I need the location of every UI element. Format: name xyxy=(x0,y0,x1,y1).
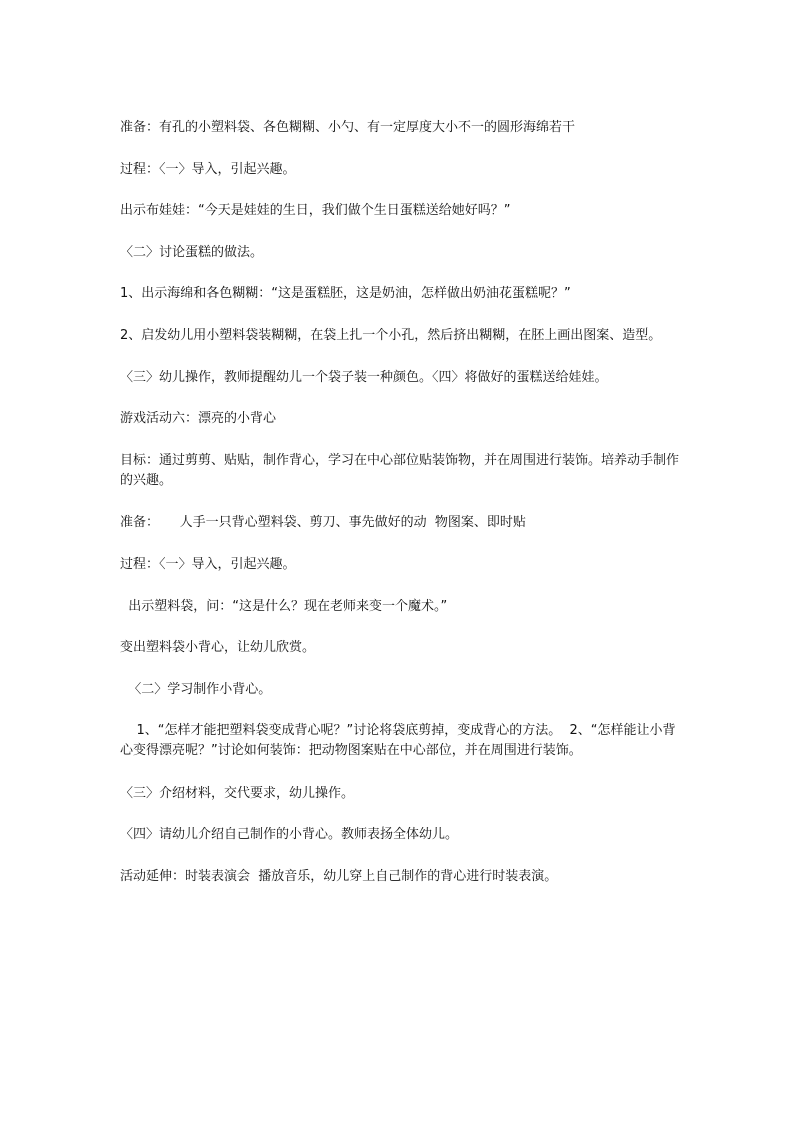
paragraph-learn-vest: 〈二〉学习制作小背心。 xyxy=(120,682,272,697)
paragraph-preparation: 准备：有孔的小塑料袋、各色糊糊、小勺、有一定厚度大小不一的圆形海绵若干 xyxy=(120,120,576,135)
paragraph-show-doll: 出示布娃娃：“今天是娃娃的生日，我们做个生日蛋糕送给她好吗？” xyxy=(120,203,511,218)
paragraph-show-bag: 出示塑料袋，问：“这是什么？现在老师来变一个魔术。” xyxy=(120,599,448,614)
paragraph-goal: 目标：通过剪剪、贴贴，制作背心，学习在中心部位贴装饰物，并在周围进行装饰。培养动手制作的兴趣。 xyxy=(120,453,680,488)
paragraph-transform-vest: 变出塑料袋小背心，让幼儿欣赏。 xyxy=(120,640,316,655)
paragraph-step-1: 1、出示海绵和各色糊糊：“这是蛋糕胚，这是奶油，怎样做出奶油花蛋糕呢？” xyxy=(120,286,571,301)
paragraph-operate: 〈三〉幼儿操作，教师提醒幼儿一个袋子装一种颜色。〈四〉将做好的蛋糕送给娃娃。 xyxy=(120,370,608,385)
paragraph-preparation-2: 准备： 人手一只背心塑料袋、剪刀、事先做好的动 物图案、即时贴 xyxy=(120,515,526,530)
paragraph-step-2: 2、启发幼儿用小塑料袋装糊糊，在袋上扎一个小孔，然后挤出糊糊，在胚上画出图案、造型。 xyxy=(120,328,662,343)
paragraph-materials: 〈三〉介绍材料，交代要求，幼儿操作。 xyxy=(120,786,355,801)
paragraph-introduce-vest: 〈四〉请幼儿介绍自己制作的小背心。教师表扬全体幼儿。 xyxy=(120,827,459,842)
paragraph-extension: 活动延伸：时装表演会 播放音乐，幼儿穿上自己制作的背心进行时装表演。 xyxy=(120,869,558,884)
paragraph-process-intro: 过程：〈一〉导入，引起兴趣。 xyxy=(120,162,296,177)
paragraph-game-six-title: 游戏活动六：漂亮的小背心 xyxy=(120,411,277,426)
paragraph-discuss-cake: 〈二〉讨论蛋糕的做法。 xyxy=(120,245,264,260)
paragraph-process-intro-2: 过程：〈一〉导入，引起兴趣。 xyxy=(120,557,296,572)
paragraph-vest-steps: 1、“怎样才能把塑料袋变成背心呢？”讨论将袋底剪掉，变成背心的方法。 2、“怎样能让小背心变得漂亮呢？”讨论如何装饰：把动物图案贴在中心部位，并在周围进行装饰。 xyxy=(120,723,676,758)
